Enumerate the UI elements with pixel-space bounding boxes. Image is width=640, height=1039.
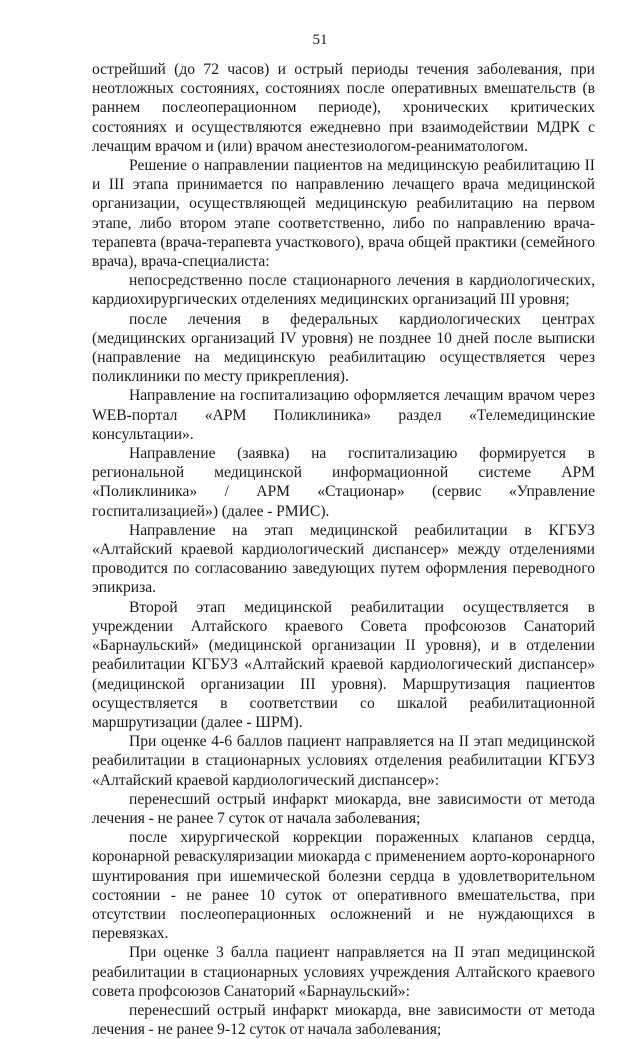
paragraph-after-inpatient: непосредственно после стационарного лечения в кардиологических, кардиохирургических отделениях медицинских организаций III уровня; [92, 272, 595, 309]
paragraph-infarction-9-12-days: перенесший острый инфаркт миокарда, вне зависимости от метода лечения - не ранее 9-12 суток от начала заболевания; [92, 1001, 595, 1039]
page-number: 51 [312, 32, 328, 48]
paragraph-after-federal-centers: после лечения в федеральных кардиологических центрах (медицинских организаций IV уровня) не позднее 10 дней после выписки (направление на медицинскую реабилитацию осуществляется через поликлиники по месту прикрепления). [92, 310, 595, 386]
paragraph-web-portal: Направление на госпитализацию оформляется лечащим врачом через WEB-портал «АРМ Поликлиника» раздел «Телемедицинские консультации». [92, 387, 595, 443]
document-body [92, 60, 595, 1039]
paragraph-infarction-7-days: перенесший острый инфаркт миокарда, вне зависимости от метода лечения - не ранее 7 суток от начала заболевания; [92, 790, 595, 827]
paragraph-transfer-epicrisis: Направление на этап медицинской реабилитации в КГБУЗ «Алтайский краевой кардиологический диспансер» между отделениями проводится по согласованию заведующих путем оформления переводного эпикриза. [92, 521, 595, 597]
paragraph-second-stage: Второй этап медицинской реабилитации осуществляется в учреждении Алтайского краевого Совета профсоюзов Санаторий «Барнаульский» (медицинской организации II уровня), и в отделении реабилитации КГБУЗ «Алтайский краевой кардиологический диспансер» (медицинской организации III уровня). Маршрутизация пациентов осуществляется в соответствии со шкалой реабилитационной маршрутизации (далее - ШРМ). [92, 598, 595, 731]
paragraph-rmis: Направление (заявка) на госпитализацию формируется в региональной медицинской информационной системе АРМ «Поликлиника» / АРМ «Стационар» (сервис «Управление госпитализацией») (далее - РМИС). [92, 445, 595, 520]
paragraph-continuation: острейший (до 72 часов) и острый периоды течения заболевания, при неотложных состояниях, состояниях после оперативных вмешательств (в раннем послеоперационном периоде), хронических критических состояниях и осуществляются ежедневно при взаимодействии МДРК с лечащим врачом и (или) врачом анестезиологом-реаниматологом. [92, 61, 595, 155]
paragraph-surgical-correction: после хирургической коррекции пораженных клапанов сердца, коронарной реваскуляризации миокарда с применением аорто-коронарного шунтирования при ишемической болезни сердца в удовлетворительном состоянии - не ранее 10 суток от оперативного вмешательства, при отсутствии послеоперационных осложнений и не нуждающихся в перевязках. [92, 829, 595, 943]
paragraph-score-3: При оценке 3 балла пациент направляется на II этап медицинской реабилитации в стационарных условиях учреждения Алтайского краевого совета профсоюзов Санаторий «Барнаульский»: [92, 944, 595, 1000]
paragraph-score-4-6: При оценке 4-6 баллов пациент направляется на II этап медицинской реабилитации в стационарных условиях отделения реабилитации КГБУЗ «Алтайский краевой кардиологический диспансер»: [92, 733, 595, 789]
paragraph-referral-decision: Решение о направлении пациентов на медицинскую реабилитацию II и III этапа принимается по направлению лечащего врача медицинской организации, осуществляющей медицинскую реабилитацию на первом этапе, либо втором этапе соответственно, либо по направлению врача-терапевта (врача-терапевта участкового), врача общей практики (семейного врача), врача-специалиста: [92, 157, 595, 271]
